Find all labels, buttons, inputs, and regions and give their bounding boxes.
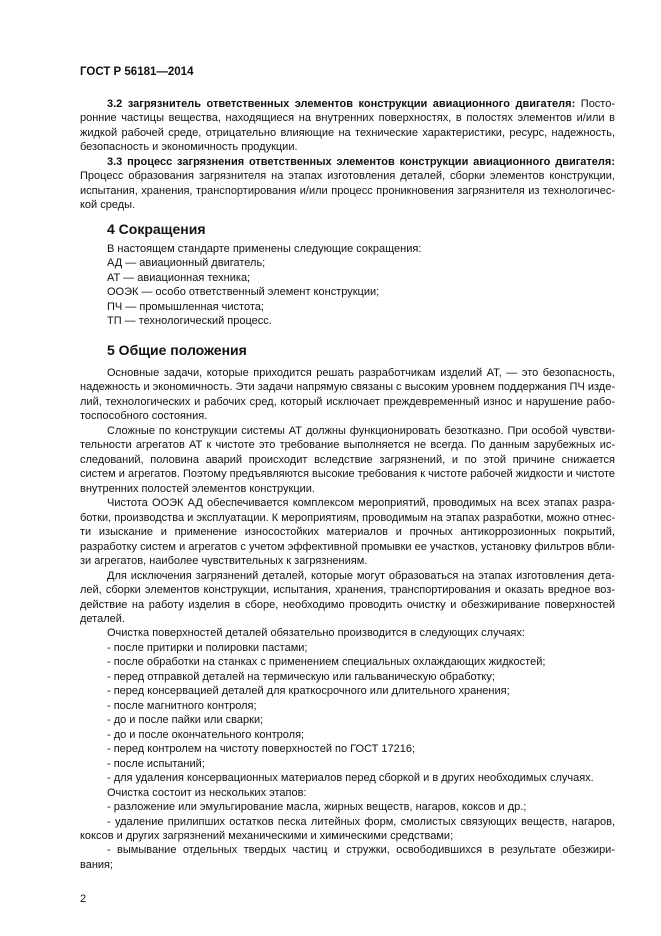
text-line [80, 271, 615, 285]
text-line [80, 641, 615, 655]
text-line [80, 256, 615, 270]
text-line [80, 757, 615, 771]
line-text: деталей. [80, 612, 125, 625]
heading-section-5: 5 Общие положения [107, 342, 247, 358]
text-line [80, 800, 615, 814]
line-text: Основные задачи, которые приходится решать разработчикам изделий АТ, — это безопасность, [107, 367, 615, 379]
line-text: - разложение или эмульгирование масла, жирных веществ, нагаров, коксов и др.; [107, 801, 527, 814]
text-line [80, 366, 615, 380]
line-text: В настоящем стандарте применены следующие сокращения: [107, 243, 422, 255]
line-text: ронние частицы вещества, находящиеся на внутренних поверхностях, в полостях элементов и/или в [80, 112, 615, 125]
text-line [80, 569, 615, 583]
term-label: 3.2 загрязнитель ответственных элементов конструкции авиационного двигателя: [107, 98, 576, 110]
line-text: ТП — технологический процесс. [107, 315, 272, 328]
line-text: - перед отправкой деталей на термическую или гальваническую обработку; [107, 670, 495, 683]
line-text: - перед контролем на чистоту поверхностей по ГОСТ 17216; [107, 743, 416, 756]
line-text: - после притирки и полировки пастами; [107, 641, 308, 654]
text-line [80, 626, 615, 640]
line-text: Очистка поверхностей деталей обязательно производится в следующих случаях: [107, 627, 525, 640]
text-line [80, 467, 615, 481]
text-line [80, 511, 615, 525]
text-line [80, 684, 615, 698]
line-text: - перед консервацией деталей для краткосрочного или длительного хранения; [107, 685, 510, 698]
text-line [80, 496, 615, 510]
text-line [80, 97, 615, 111]
line-text: лий, технологических и рабочих сред, который исключает преждевременный износ и нарушение рабо- [80, 395, 615, 408]
line-text: следований, половина аварий происходит вследствие загрязнений, и по этой причине снижается [80, 453, 615, 466]
line-text: Очистка состоит из нескольких этапов: [107, 786, 307, 799]
text-line [80, 843, 615, 857]
text-line [80, 713, 615, 727]
text-line [80, 409, 615, 423]
text-line [80, 314, 615, 328]
line-text: безопасность и экономичность продукции. [80, 141, 298, 154]
line-text: жидкой рабочей среде, отрицательно влияющие на технические характеристики, ресурс, надежность, [80, 126, 615, 139]
text-line [80, 728, 615, 742]
line-text: внутренних полостей элементов конструкции. [80, 482, 315, 495]
line-text: - после магнитного контроля; [107, 699, 257, 712]
text-line [80, 858, 615, 872]
text-line [80, 155, 615, 169]
text-line [80, 285, 615, 299]
text-line [80, 583, 615, 597]
term-label: 3.3 процесс загрязнения ответственных элементов конструкции авиационного двигателя: [107, 155, 615, 168]
text-line [80, 169, 615, 183]
line-text: - для удаления консервационных материалов перед сборкой и в других необходимых случаях. [107, 772, 594, 785]
text-line [80, 554, 615, 568]
text-line [80, 111, 615, 125]
line-text: Процесс образования загрязнителя на этапах изготовления деталей, сборки элементов конструкции, [80, 170, 615, 183]
text-line [80, 815, 615, 829]
page-number: 2 [80, 893, 87, 905]
text-line [80, 300, 615, 314]
line-text: коксов и других загрязнений механическими и химическими средствами; [80, 830, 454, 842]
text-line [80, 242, 615, 256]
text-line [80, 438, 615, 452]
text-line [80, 655, 615, 669]
text-line [80, 829, 615, 843]
document-header: ГОСТ Р 56181—2014 [80, 66, 194, 78]
line-text: вания; [80, 858, 114, 871]
line-text: тоспособного состояния. [80, 410, 208, 423]
line-text: ти изыскание и применение износостойких материалов и прочных антикоррозионных покрытий, [80, 526, 615, 539]
section-4-abbreviations [80, 242, 615, 329]
text-line [80, 540, 615, 554]
text-line [80, 380, 615, 394]
text-line [80, 424, 615, 438]
text-line [80, 482, 615, 496]
text-line [80, 140, 615, 154]
text-line [80, 612, 615, 626]
line-text: - после испытаний; [107, 757, 205, 770]
text-line [80, 670, 615, 684]
line-text: - до и после пайки или сварки; [107, 714, 264, 727]
line-text: надежность и экономичность. Эти задачи напрямую связаны с высоким уровнем поддержания ПЧ изде- [80, 381, 615, 394]
line-text: - до и после окончательного контроля; [107, 728, 305, 741]
line-text: ботки, производства и эксплуатации. К мероприятиям, проводимым на этапах разработки, можно отнес- [80, 511, 615, 524]
text-line [80, 453, 615, 467]
line-text: АД — авиационный двигатель; [107, 257, 266, 270]
line-text: испытания, хранения, транспортирования и/или процесс проникновения загрязнителя из технологичес- [80, 184, 615, 197]
line-text: Чистота ООЭК АД обеспечивается комплексом мероприятий, проводимых на всех этапах разра- [107, 497, 615, 510]
text-line [80, 395, 615, 409]
line-text: - после обработки на станках с применением специальных охлаждающих жидкостей; [107, 656, 546, 669]
line-text: лей, сборки элементов конструкции, испытания, хранения, транспортирования и оказать вредное воз- [80, 584, 615, 597]
text-line [80, 525, 615, 539]
text-line [80, 786, 615, 800]
line-text: ООЭК — особо ответственный элемент конструкции; [107, 286, 380, 299]
line-text: - вымывание отдельных твердых частиц и стружки, освободившихся в результате обезжири- [107, 844, 615, 857]
heading-section-4: 4 Сокращения [107, 221, 206, 237]
text-line [80, 699, 615, 713]
line-text: кой среды. [80, 199, 136, 212]
text-line [80, 598, 615, 612]
line-text: систем и агрегатов. Поэтому предъявляются высокие требования к чистоте рабочей жидкости и чистоте [80, 468, 615, 481]
line-text: ПЧ — промышленная чистота; [107, 300, 264, 313]
line-text: зи агрегатов, наиболее чувствительных к загрязнениям. [80, 555, 368, 568]
text-line [80, 198, 615, 212]
section-3-definitions [80, 97, 615, 213]
line-text: Сложные по конструкции системы АТ должны функционировать безотказно. При особой чувстви- [107, 424, 615, 437]
text-line [80, 126, 615, 140]
line-text: Посто- [575, 98, 615, 110]
line-text: тельности агрегатов АТ к чистоте это требование выполняется не всегда. По данным зарубежных ис- [80, 439, 615, 452]
text-line [80, 742, 615, 756]
line-text: АТ — авиационная техника; [107, 271, 251, 284]
section-5-general [80, 366, 615, 872]
line-text: - удаление прилипших остатков песка литейных форм, смолистых связующих веществ, нагаров, [107, 815, 615, 828]
text-line [80, 771, 615, 785]
line-text: разработку систем и агрегатов с учетом эффективной промывки ее участков, установку фильтров вбли- [80, 540, 615, 553]
line-text: Для исключения загрязнений деталей, которые могут образоваться на этапах изготовления дета- [107, 569, 615, 582]
text-line [80, 184, 615, 198]
line-text: действие на работу изделия в сборе, необходимо проводить очистку и обезжиривание поверхностей [80, 598, 615, 611]
